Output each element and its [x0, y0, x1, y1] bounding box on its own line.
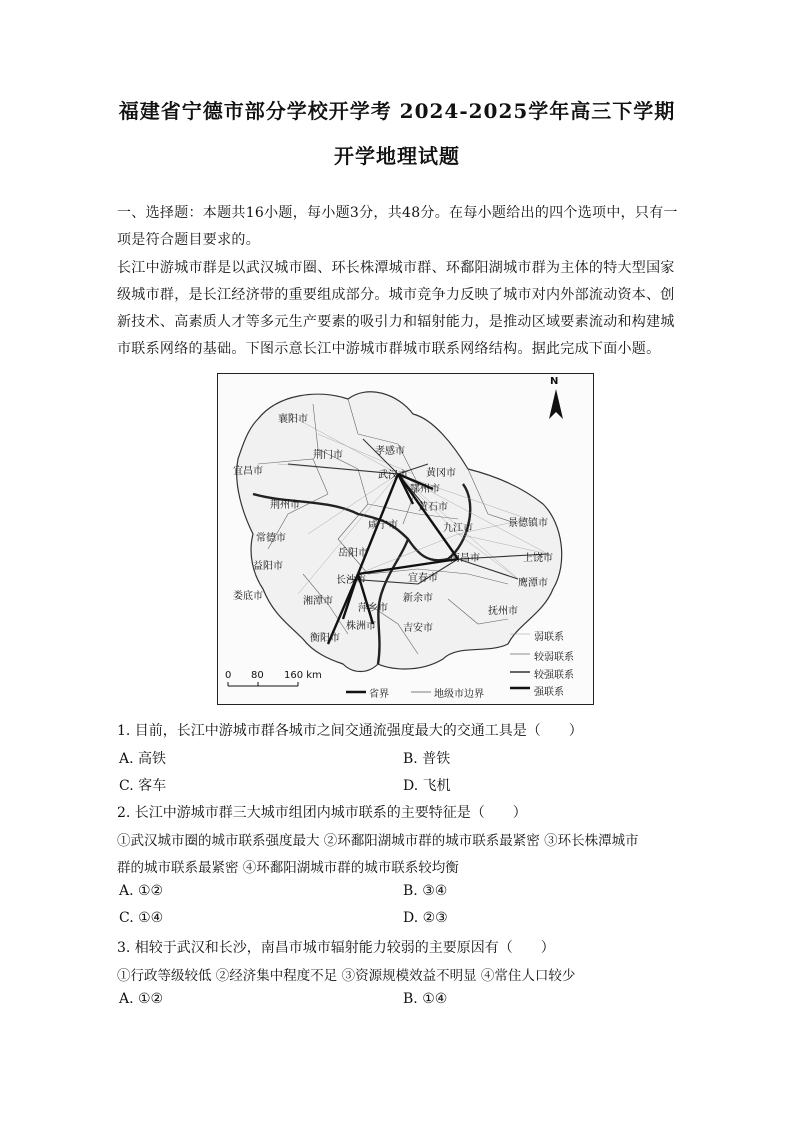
city-label: 鹰潭市 — [518, 578, 548, 589]
city-label: 荆门市 — [313, 450, 343, 461]
city-label: 吉安市 — [403, 623, 433, 634]
section-instructions: 一、选择题：本题共16小题，每小题3分，共48分。在每小题给出的四个选项中，只有一项是符合题目要求的。 — [117, 205, 678, 248]
city-label: 株洲市 — [346, 621, 376, 632]
city-label: 湘潭市 — [303, 596, 333, 607]
question-1-option-b: B. 普铁 — [403, 751, 451, 767]
legend-city-border: 地级市边界 — [434, 689, 484, 700]
city-label: 黄石市 — [418, 502, 448, 513]
city-label: 黄冈市 — [426, 468, 456, 479]
question-3-statements: ①行政等级较低 ②经济集中程度不足 ③资源规模效益不明显 ④常住人口较少 — [117, 968, 576, 984]
reading-passage: 长江中游城市群是以武汉城市圈、环长株潭城市群、环鄱阳湖城市群为主体的特大型国家级城市群，是长江经济带的重要组成部分。城市竞争力反映了城市对内外部流动资本、创新技术、高素质人才等多元生产要素的吸引力和辐射能力，是推动区域要素流动和构建城市联系网络的基础。下图示意长江中游城市群城市联系网络结构。据此完成下面小题。 — [117, 260, 675, 357]
question-2-option-d: D. ②③ — [403, 910, 448, 926]
city-label: 襄阳市 — [278, 414, 308, 425]
legend-weak: 弱联系 — [534, 632, 564, 643]
north-arrow-icon — [549, 389, 563, 419]
legend-province-border: 省界 — [369, 689, 389, 700]
legend-strong: 强联系 — [534, 687, 564, 698]
question-2-option-a: A. ①② — [119, 883, 164, 899]
city-label: 鄂州市 — [410, 484, 440, 495]
city-label: 新余市 — [403, 593, 433, 604]
scale-label: 160 km — [284, 670, 322, 681]
question-2-stem: 2. 长江中游城市群三大城市组团内城市联系的主要特征是（ ） — [117, 805, 527, 821]
question-2-statements-cont: 群的城市联系最紧密 ④环鄱阳湖城市群的城市联系较均衡 — [117, 860, 459, 876]
city-label: 益阳市 — [253, 561, 283, 572]
city-label: 景德镇市 — [508, 518, 548, 529]
question-1-option-a: A. 高铁 — [119, 751, 167, 767]
page-subtitle: 开学地理试题 — [334, 144, 460, 168]
question-3-stem: 3. 相较于武汉和长沙，南昌市城市辐射能力较弱的主要原因有（ ） — [117, 940, 555, 956]
question-2-option-b: B. ③④ — [403, 883, 448, 899]
scale-label: 0 — [225, 670, 232, 681]
city-label: 武汉市 — [378, 470, 408, 481]
city-label: 娄底市 — [233, 591, 263, 602]
question-2-statements: ①武汉城市圈的城市联系强度最大 ②环鄱阳湖城市群的城市联系最紧密 ③环长株潭城市 — [117, 833, 639, 849]
city-label: 南昌市 — [450, 553, 480, 564]
city-label: 常德市 — [256, 533, 286, 544]
scale-label: 80 — [251, 670, 264, 681]
page-title: 福建省宁德市部分学校开学考 2024-2025学年高三下学期 — [118, 99, 676, 123]
city-label: 岳阳市 — [338, 548, 368, 559]
city-label: 宜昌市 — [233, 466, 263, 477]
legend-stronger: 较强联系 — [534, 670, 574, 681]
city-label: 九江市 — [443, 523, 473, 534]
city-network-map — [217, 373, 594, 705]
question-3-option-b: B. ①④ — [403, 991, 448, 1007]
city-label: 宜春市 — [408, 573, 438, 584]
city-label: 上饶市 — [523, 553, 553, 564]
city-label: 长沙市 — [336, 575, 366, 586]
city-label: 衡阳市 — [310, 633, 340, 644]
legend-weaker: 较弱联系 — [534, 652, 574, 663]
city-label: 抚州市 — [488, 606, 518, 617]
city-label: 孝感市 — [375, 446, 405, 457]
question-1-option-c: C. 客车 — [119, 778, 167, 794]
north-label: N — [550, 376, 559, 387]
question-1-option-d: D. 飞机 — [403, 778, 451, 794]
city-label: 咸宁市 — [368, 520, 398, 531]
city-label: 萍乡市 — [358, 603, 388, 614]
question-2-option-c: C. ①④ — [119, 910, 164, 926]
scale-bar — [228, 682, 298, 686]
city-label: 荆州市 — [270, 500, 300, 511]
question-1-stem: 1. 目前，长江中游城市群各城市之间交通流强度最大的交通工具是（ ） — [117, 723, 583, 739]
question-3-option-a: A. ①② — [119, 991, 164, 1007]
